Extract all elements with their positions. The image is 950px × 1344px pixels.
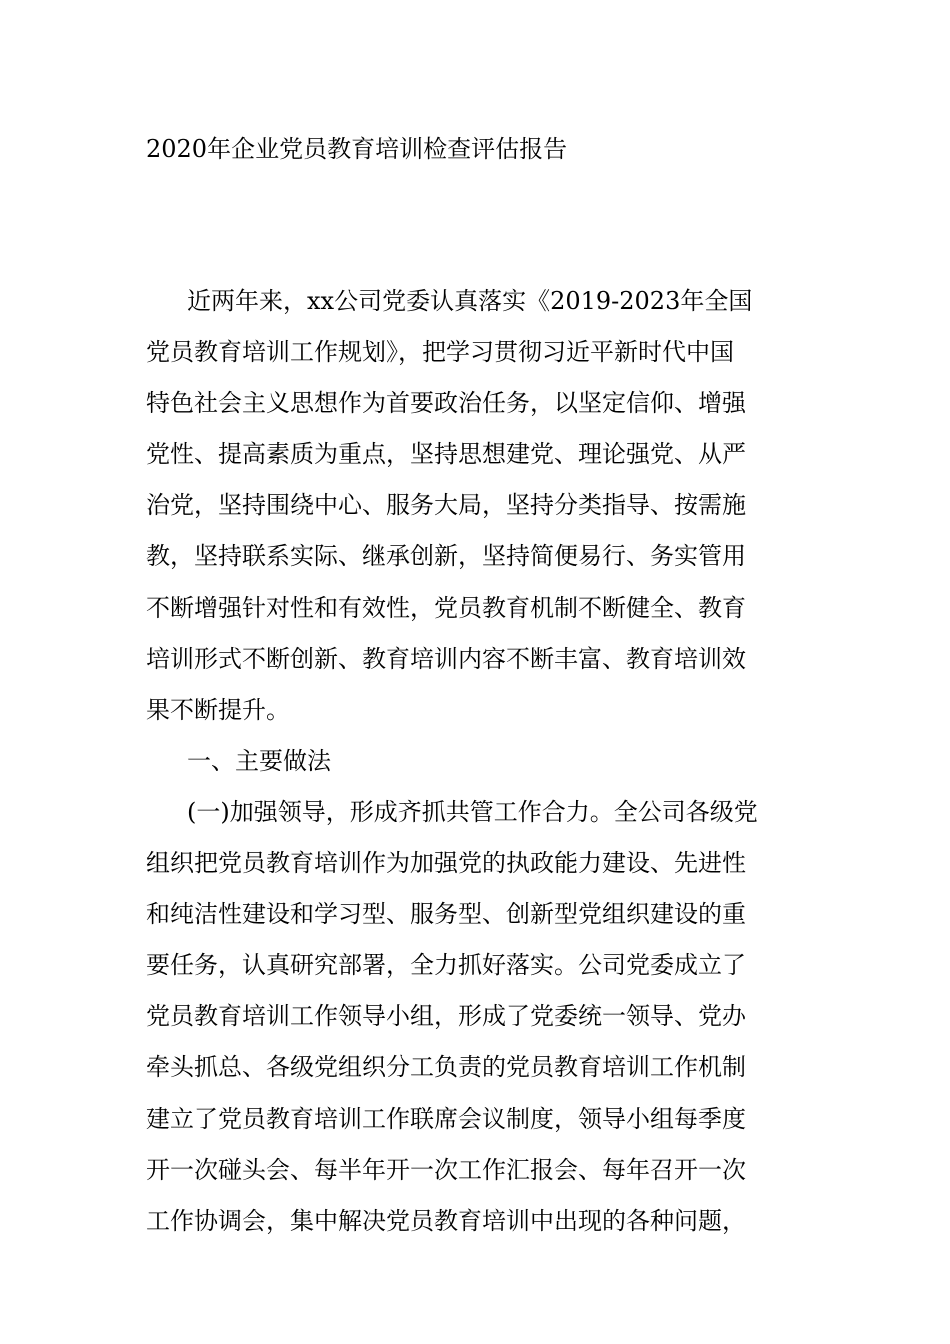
document-title: 2020年企业党员教育培训检查评估报告 (146, 135, 568, 163)
paragraph-1-line-6: 教，坚持联系实际、继承创新，坚持简便易行、务实管用 (146, 542, 746, 571)
paragraph-1-line-9: 果不断提升。 (146, 695, 290, 724)
section-heading: 一、主要做法 (187, 746, 331, 775)
paragraph-2-line-7: 建立了党员教育培训工作联席会议制度，领导小组每季度 (146, 1104, 746, 1133)
document-body (146, 281, 826, 1252)
paragraph-2-line-2: 组织把党员教育培训作为加强党的执政能力建设、先进性 (146, 849, 746, 878)
paragraph-1-line-4: 党性、提高素质为重点，坚持思想建党、理论强党、从严 (146, 440, 746, 469)
paragraph-2-line-1: (一)加强领导，形成齐抓共管工作合力。全公司各级党 (187, 797, 758, 826)
paragraph-2-line-3: 和纯洁性建设和学习型、服务型、创新型党组织建设的重 (146, 900, 746, 929)
paragraph-2-line-6: 牵头抓总、各级党组织分工负责的党员教育培训工作机制 (146, 1053, 746, 1082)
paragraph-1-line-7: 不断增强针对性和有效性，党员教育机制不断健全、教育 (146, 593, 746, 622)
paragraph-1-line-2: 党员教育培训工作规划》，把学习贯彻习近平新时代中国 (146, 338, 734, 367)
paragraph-2-line-5: 党员教育培训工作领导小组，形成了党委统一领导、党办 (146, 1002, 746, 1031)
paragraph-1-line-3: 特色社会主义思想作为首要政治任务，以坚定信仰、增强 (146, 389, 746, 418)
paragraph-2-line-8: 开一次碰头会、每半年开一次工作汇报会、每年召开一次 (146, 1155, 746, 1184)
paragraph-2-line-9: 工作协调会，集中解决党员教育培训中出现的各种问题， (146, 1206, 746, 1235)
paragraph-1-line-8: 培训形式不断创新、教育培训内容不断丰富、教育培训效 (146, 644, 746, 673)
paragraph-1-line-5: 治党，坚持围绕中心、服务大局，坚持分类指导、按需施 (146, 491, 746, 520)
paragraph-1-line-1: 近两年来，xx公司党委认真落实《2019-2023年全国 (187, 287, 753, 315)
paragraph-2-line-4: 要任务，认真研究部署，全力抓好落实。公司党委成立了 (146, 951, 746, 980)
